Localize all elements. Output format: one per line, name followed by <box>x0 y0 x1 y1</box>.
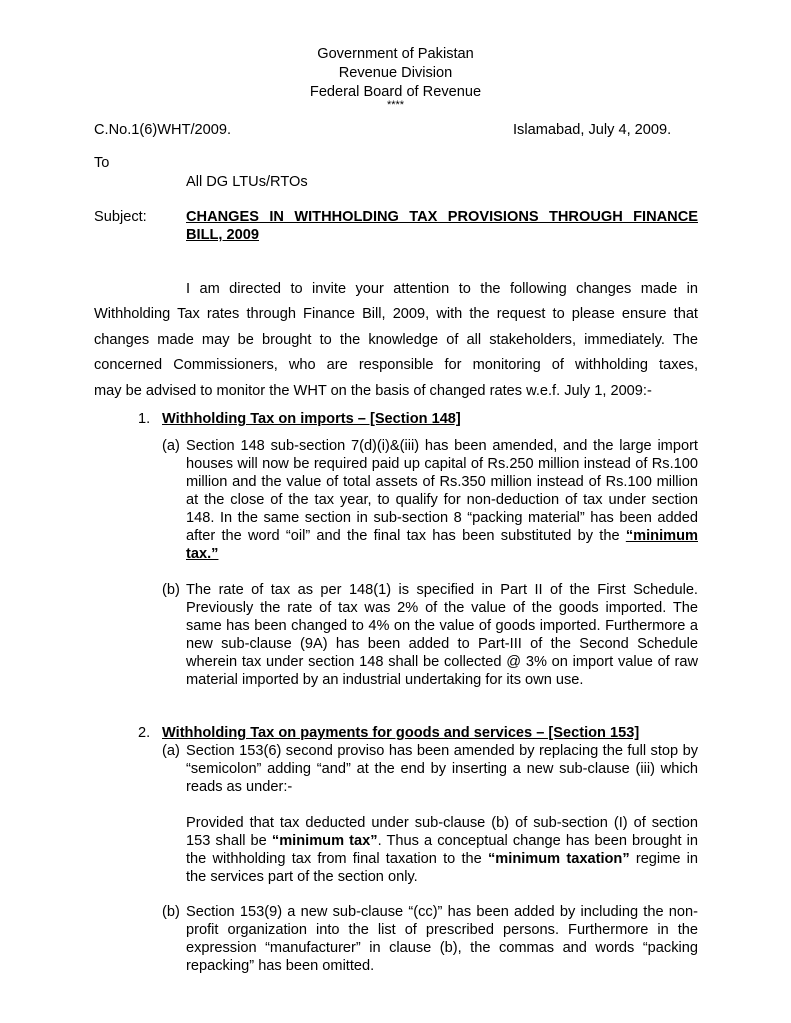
proviso-part-3: regime in the services part of the section only. <box>186 851 699 885</box>
subject-line-1: CHANGES IN WITHHOLDING TAX PROVISIONS THROUGH FINANCE <box>186 209 698 225</box>
header-line-division: Revenue Division <box>338 65 453 81</box>
header-line-board: Federal Board of Revenue <box>309 84 482 100</box>
intro-line-1: I am directed to invite your attention to the following changes made in <box>186 281 698 297</box>
intro-line-2: Withholding Tax rates through Finance Bill, 2009, with the request to please ensure that <box>94 306 698 322</box>
section-2-number: 2. <box>138 725 151 741</box>
section-1b-label: (b) <box>162 582 180 598</box>
section-1a-emphasis: “minimum tax.” <box>186 528 698 562</box>
section-2-heading: Withholding Tax on payments for goods and services – [Section 153] <box>162 725 640 741</box>
proviso-bold-1: “minimum tax” <box>271 833 378 849</box>
section-2b-label: (b) <box>162 904 180 920</box>
intro-line-5: may be advised to monitor the WHT on the basis of changed rates w.e.f. July 1, 2009:- <box>94 383 652 399</box>
proviso-part-1: Provided that tax deducted under sub-clause (b) of sub-section (I) of section 153 shall be <box>186 815 698 849</box>
section-2b-text <box>186 903 698 975</box>
section-2a-text <box>186 742 698 796</box>
to-label: To <box>94 155 110 171</box>
section-2b-body: Section 153(9) a new sub-clause “(cc)” has been added by including the non-profit organization into the list of prescribed persons. Furthermore in the expression “manufacturer” in clause (b), the commas and words “packing repacking” has been omitted. <box>186 904 698 974</box>
section-2a-proviso <box>186 814 698 886</box>
header-stars: **** <box>386 99 405 111</box>
header-line-government: Government of Pakistan <box>317 46 474 62</box>
section-1a-label: (a) <box>162 438 180 454</box>
section-1-number: 1. <box>138 411 151 427</box>
section-1a-text <box>186 437 698 563</box>
subject-label: Subject: <box>94 209 147 225</box>
section-2a-body: Section 153(6) second proviso has been amended by replacing the full stop by “semicolon” adding “and” at the end by inserting a new sub-clause (iii) which reads as under:- <box>186 743 698 795</box>
section-1b-text <box>186 581 698 689</box>
intro-line-4: concerned Commissioners, who are responsible for monitoring of withholding taxes, <box>94 357 698 373</box>
section-1b-body: The rate of tax as per 148(1) is specified in Part II of the First Schedule. Previously the rate of tax was 2% of the value of the goods imported. The same has been changed to 4% on the value of goods imported. Furthermore a new sub-clause (9A) has been added to Part-III of the Second Schedule wherein tax under section 148 shall be collected @ 3% on import value of raw material imported by an industrial undertaking for its own use. <box>186 582 698 688</box>
intro-line-3: changes made may be brought to the knowledge of all stakeholders, immediately. The <box>94 332 698 348</box>
section-1-heading: Withholding Tax on imports – [Section 148] <box>162 411 461 427</box>
section-1a-body: Section 148 sub-section 7(d)(i)&(iii) has been amended, and the large import houses will now be required paid up capital of Rs.250 million instead of Rs.100 million and the value of total assets of Rs.350 million instead of Rs.100 million at the close of the tax year, to qualify for non-deduction of tax under section 148. In the same section in sub-section 8 “packing material” has been added after the word “oil” and the final tax has been substituted by the <box>186 438 698 544</box>
section-2a-label: (a) <box>162 743 180 759</box>
proviso-part-2: . Thus a conceptual change has been brought in the withholding tax from final taxation to the <box>186 833 699 867</box>
subject-line-2: BILL, 2009 <box>186 227 259 243</box>
reference-number: C.No.1(6)WHT/2009. <box>94 122 232 138</box>
proviso-bold-2: “minimum taxation” <box>488 851 630 867</box>
recipient: All DG LTUs/RTOs <box>186 174 308 190</box>
place-date: Islamabad, July 4, 2009. <box>513 122 672 138</box>
